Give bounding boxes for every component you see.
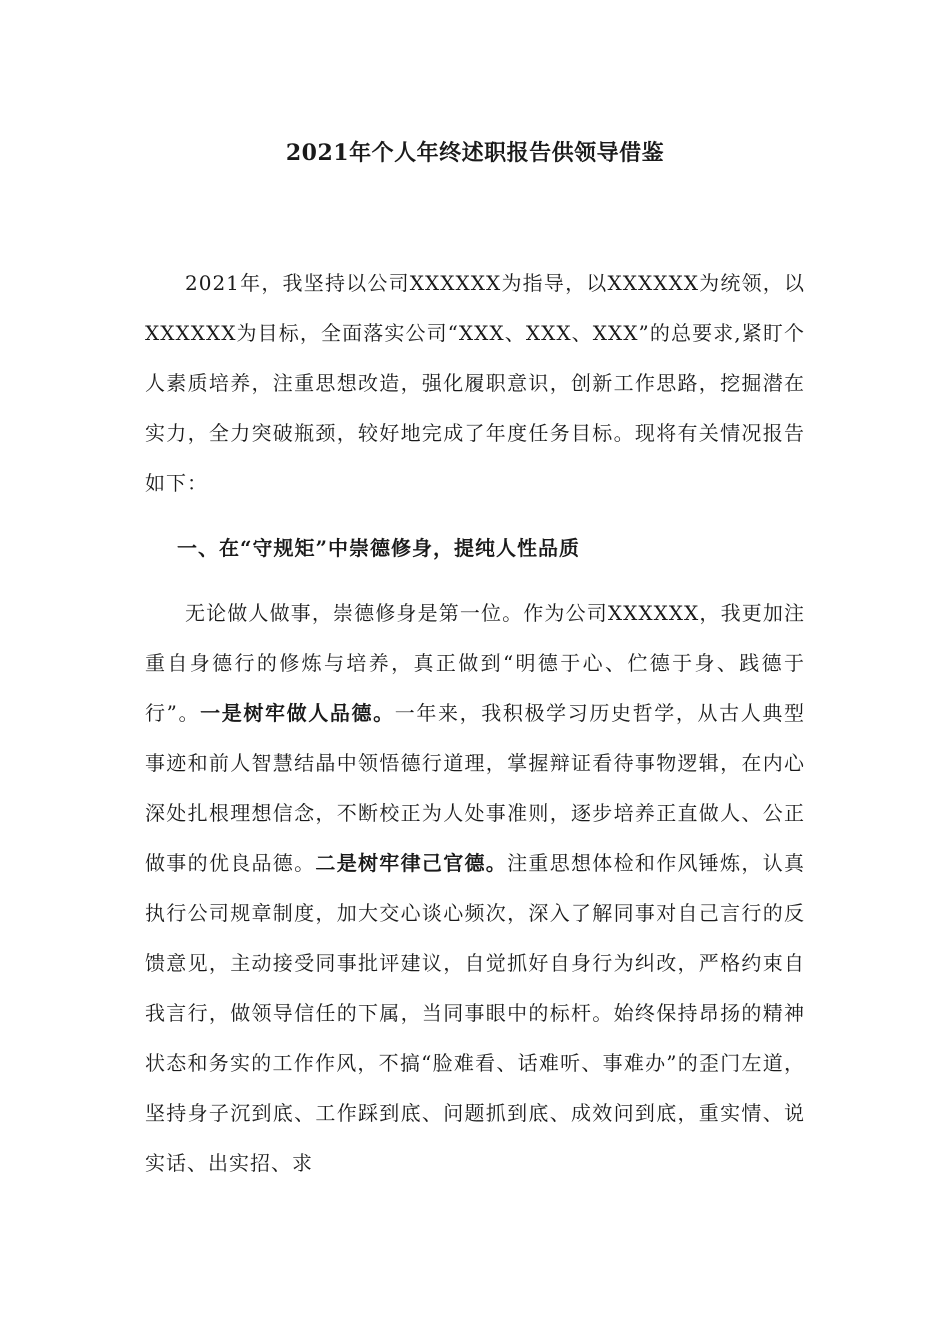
paragraph-text-part-2: 一年来，我积极学习历史哲学，从古人典型事迹和前人智慧结晶中领悟德行道理，掌握辩证看待事物逻辑，在内心深处扎根理想信念，不断校正为人处事准则，逐步培养正直做人、公正做事的优良品德。 xyxy=(145,701,806,875)
paragraph-text-part-3: 注重思想体检和作风锤炼，认真执行公司规章制度，加大交心谈心频次，深入了解同事对自己言行的反馈意见，主动接受同事批评建议，自觉抓好自身行为纠改，严格约束自我言行，做领导信任的下属，当同事眼中的标杆。始终保持昂扬的精神状态和务实的工作作风，不搞“脸难看、话难听、事难办”的歪门左道，坚持身子沉到底、工作踩到底、问题抓到底、成效问到底，重实情、说实话、出实招、求 xyxy=(145,851,806,1175)
document-title: 2021年个人年终述职报告供领导借鉴 xyxy=(285,140,665,166)
section-heading-1: 一、在“守规矩”中崇德修身，提纯人性品质 xyxy=(177,536,581,560)
bold-point-2: 二是树牢律己官德。 xyxy=(315,851,508,875)
bold-point-1: 一是树牢做人品德。 xyxy=(200,701,395,725)
intro-paragraph: 2021年，我坚持以公司XXXXXX为指导，以XXXXXX为统领，以XXXXXX为目标，全面落实公司“XXX、XXX、XXX”的总要求,紧盯个人素质培养，注重思想改造，强化履职意识，创新工作思路，挖掘潜在实力，全力突破瓶颈，较好地完成了年度任务目标。现将有关情况报告如下： xyxy=(145,271,805,495)
paragraph-text-part-1: 无论做人做事，崇德修身是第一位。作为公司XXXXXX，我更加注重自身德行的修炼与培养，真正做到“明德于心、伫德于身、践德于行”。 xyxy=(145,601,805,725)
section-1-paragraph xyxy=(145,588,805,1188)
